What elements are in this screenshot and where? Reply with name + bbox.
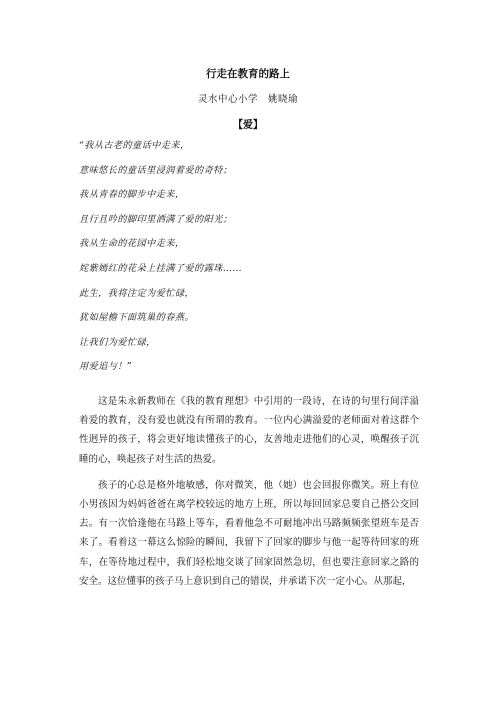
poem-block bbox=[79, 140, 242, 386]
author-byline: 灵水中心小学 姚晓瑜 bbox=[197, 94, 298, 105]
body-text bbox=[79, 392, 419, 591]
poem-line: 此生，我将注定为爱忙碌， bbox=[79, 287, 195, 299]
poem-line: 犹如屋檐下面筑巢的春燕。 bbox=[79, 312, 195, 324]
poem-line: 姹紫嫣红的花朵上挂满了爱的露珠…… bbox=[79, 262, 242, 274]
poem-line: 让我们为爱忙碌， bbox=[79, 336, 156, 348]
paragraph: 这是朱永新教师在《我的教育理想》中引用的一段诗，在诗的句里行间洋溢着爱的教育，没有爱也就没有所谓的教育。一位内心满溢爱的老师面对着这群个性迥异的孩子，将会更好地读懂孩子的心，友善地走进他们的心灵，唤醒孩子沉睡的心，唤起孩子对生活的热爱。 bbox=[79, 396, 419, 465]
poem-line: 我从生命的花园中走来， bbox=[79, 238, 185, 250]
poem-line: “我从古老的童话中走来， bbox=[79, 140, 190, 151]
poem-line: 用爱追与！” bbox=[79, 361, 133, 373]
poem-line: 我从青春的脚步中走来， bbox=[79, 189, 185, 201]
paragraph: 孩子的心总是格外地敏感，你对微笑，他（她）也会回报你微笑。班上有位小男孩因为妈妈爸爸在离学校较远的地方上班，所以每回回家总要自己搭公交回去。有一次恰逢他在马路上等车，看着他急不可耐地冲出马路频频张望班车是否来了。看着这一幕这么惊险的瞬间，我留下了回家的脚步与他一起等待回家的班车，在等待地过程中，我们轻松地交谈了回家固然急切，但也要注意回家之路的安全。这位懂事的孩子马上意识到自己的错误，并承诺下次一定小心。从那起， bbox=[79, 479, 419, 587]
poem-line: 意味悠长的童话里浸润着爱的奇特； bbox=[79, 164, 233, 176]
section-heading: 【爱】 bbox=[233, 120, 263, 131]
document-title: 行走在教育的路上 bbox=[206, 68, 290, 80]
poem-line: 且行且吟的脚印里洒满了爱的阳光； bbox=[79, 213, 233, 225]
